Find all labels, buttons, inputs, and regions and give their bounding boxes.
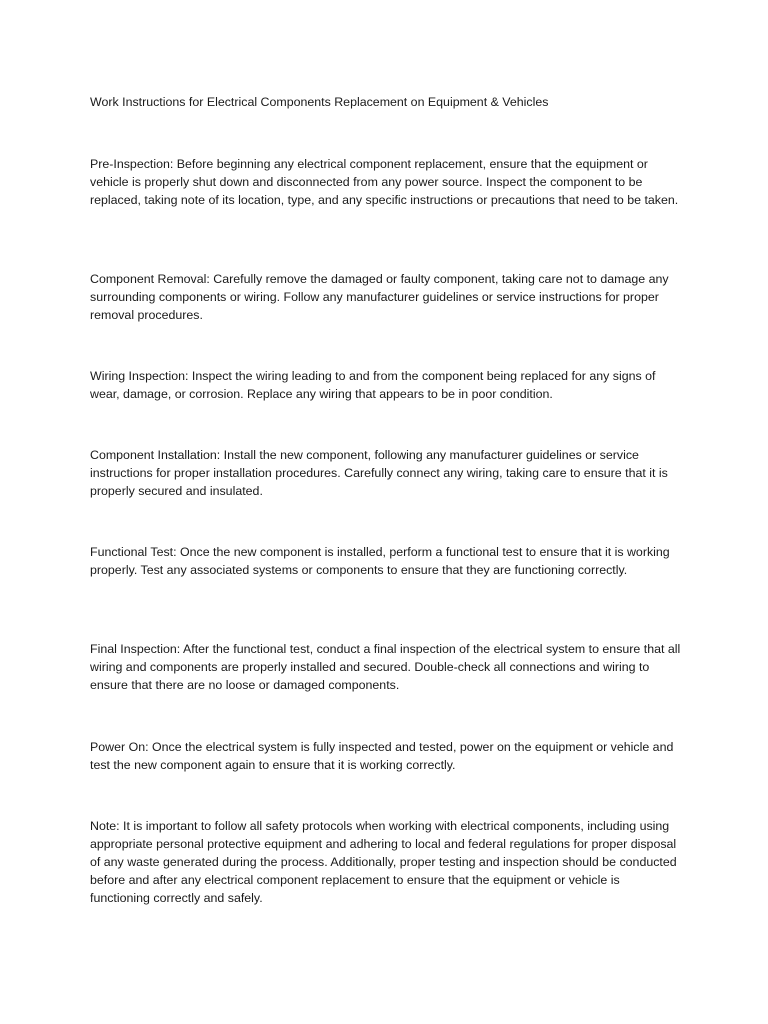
paragraph-pre-inspection: Pre-Inspection: Before beginning any electrical component replacement, ensure that the equipment or vehicle is properly shut down and disconnected from any power source. Inspect the component to be replaced, taking note of its location, type, and any specific instructions or precautions that need to be taken. [90, 157, 679, 207]
paragraph-final-inspection: Final Inspection: After the functional test, conduct a final inspection of the electrical system to ensure that all wiring and components are properly installed and secured. Double-check all connections and wiring to ensure that there are no loose or damaged components. [90, 642, 681, 692]
paragraph-component-removal: Component Removal: Carefully remove the damaged or faulty component, taking care not to damage any surrounding components or wiring. Follow any manufacturer guidelines or service instructions for proper removal procedures. [90, 272, 669, 322]
paragraph-functional-test: Functional Test: Once the new component is installed, perform a functional test to ensure that it is working properly. Test any associated systems or components to ensure that they are functioning correctly. [90, 545, 670, 577]
paragraph-power-on: Power On: Once the electrical system is fully inspected and tested, power on the equipment or vehicle and test the new component again to ensure that it is working correctly. [90, 740, 674, 772]
paragraph-wiring-inspection: Wiring Inspection: Inspect the wiring leading to and from the component being replaced for any signs of wear, damage, or corrosion. Replace any wiring that appears to be in poor condition. [90, 369, 656, 401]
paragraph-note: Note: It is important to follow all safety protocols when working with electrical components, including using appropriate personal protective equipment and adhering to local and federal regulations for proper disposal of any waste generated during the process. Additionally, proper testing and inspection should be conducted before and after any electrical component replacement to ensure that the equipment or vehicle is functioning correctly and safely. [90, 819, 677, 905]
paragraph-component-installation: Component Installation: Install the new component, following any manufacturer guidelines or service instructions for proper installation procedures. Carefully connect any wiring, taking care to ensure that it is properly secured and insulated. [90, 448, 668, 498]
document-title: Work Instructions for Electrical Components Replacement on Equipment & Vehicles [90, 95, 549, 109]
